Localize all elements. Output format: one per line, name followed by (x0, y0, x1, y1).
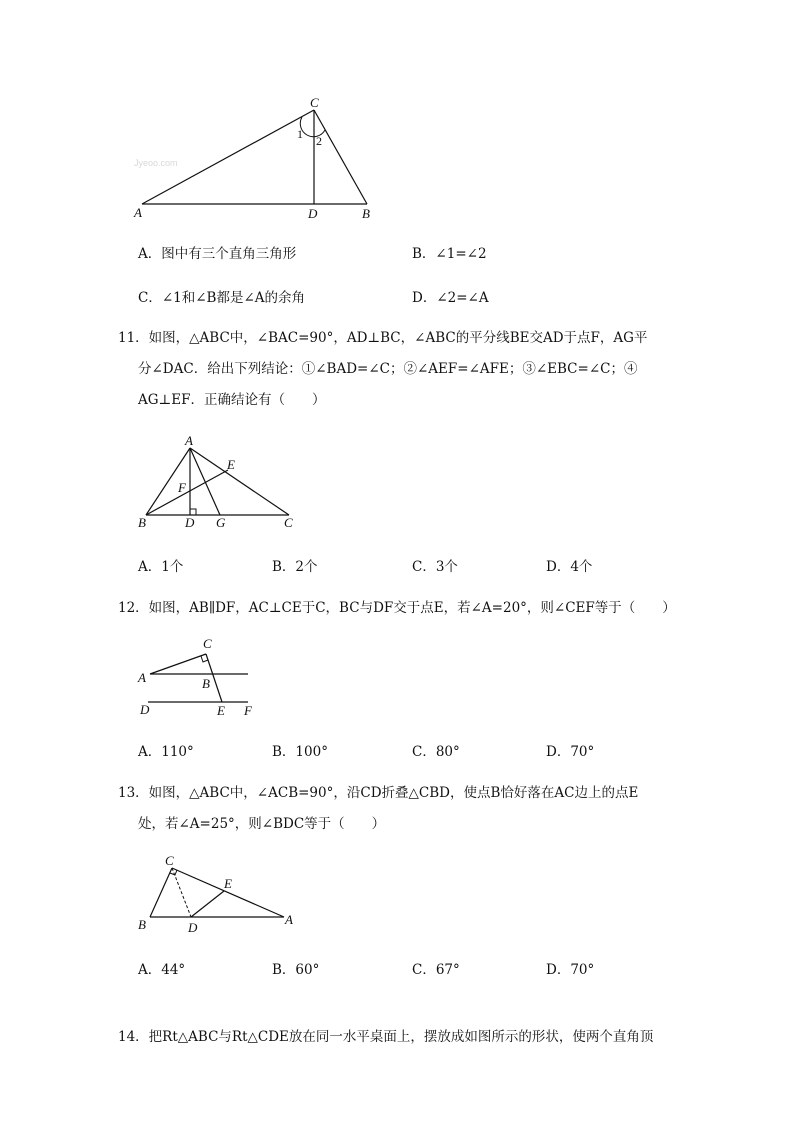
point-b: B (138, 917, 146, 932)
q11-text (118, 323, 678, 416)
point-f: F (178, 480, 186, 495)
q10-diagram (130, 92, 390, 224)
q13-line-2: 处，若∠A=25°，则∠BDC等于（ ） (138, 816, 386, 832)
q12-line-1: 12．如图，AB∥DF，AC⊥CE于C，BC与DF交于点E，若∠A=20°，则∠CEF等于（ ） (118, 600, 676, 616)
segment-ac (150, 654, 206, 674)
point-d: D (308, 206, 318, 221)
point-b: B (138, 515, 146, 530)
point-d: D (188, 920, 198, 935)
point-g: G (216, 515, 226, 530)
point-a: A (134, 205, 142, 220)
q12-option-b[interactable]: B．100° (272, 744, 328, 760)
point-c: C (165, 853, 174, 868)
segment-cb (314, 110, 367, 204)
q13-option-c[interactable]: C．67° (412, 962, 460, 978)
q11-option-c[interactable]: C．3个 (412, 559, 458, 575)
segment-be (146, 470, 228, 515)
q11-line-2: 分∠DAC．给出下列结论：①∠BAD=∠C；②∠AEF=∠AFE；③∠EBC=∠C；④ (138, 361, 638, 377)
q14-text (118, 1022, 678, 1053)
q10-option-b[interactable]: B．∠1=∠2 (412, 246, 487, 262)
segment-ac (142, 110, 314, 204)
q13-option-a[interactable]: A．44° (138, 962, 186, 978)
q11-figure (134, 432, 314, 532)
q11-line-1: 11．如图，△ABC中，∠BAC=90°，AD⊥BC，∠ABC的平分线BE交AD于点F，AG平 (118, 330, 648, 346)
point-c: C (310, 95, 319, 110)
point-e: E (217, 703, 225, 718)
q11-option-b[interactable]: B．2个 (272, 559, 318, 575)
point-b: B (202, 676, 210, 691)
q13-option-d[interactable]: D．70° (546, 962, 595, 978)
q12-diagram (134, 632, 264, 722)
q12-option-d[interactable]: D．70° (546, 744, 595, 760)
q13-line-1: 13．如图，△ABC中，∠ACB=90°，沿CD折叠△CBD，使点B恰好落在AC边上的点E (118, 785, 639, 801)
q10-option-d[interactable]: D．∠2=∠A (412, 290, 489, 306)
point-e: E (224, 876, 232, 891)
q12-figure (134, 632, 264, 722)
q13-option-b[interactable]: B．60° (272, 962, 320, 978)
q13-figure (134, 852, 304, 936)
point-a: A (138, 670, 146, 685)
q11-option-d[interactable]: D．4个 (546, 559, 593, 575)
point-a: A (185, 433, 193, 448)
q13-text (118, 778, 678, 840)
point-d: D (140, 702, 150, 717)
watermark: Jyeoo.com (134, 158, 178, 168)
point-a: A (285, 912, 293, 927)
q10-option-c[interactable]: C．∠1和∠B都是∠A的余角 (138, 290, 306, 306)
point-c: C (284, 515, 293, 530)
q13-diagram (134, 852, 304, 936)
segment-de (191, 891, 224, 917)
segment-bc (150, 868, 172, 917)
q11-line-3: AG⊥EF．正确结论有（ ） (138, 392, 326, 408)
q14-line-1: 14．把Rt△ABC与Rt△CDE放在同一水平桌面上，摆放成如图所示的形状，使两个直角顶 (118, 1029, 654, 1045)
angle-label-1: 1 (297, 127, 303, 141)
q11-diagram (134, 432, 314, 532)
q11-option-a[interactable]: A．1个 (138, 559, 184, 575)
q12-option-c[interactable]: C．80° (412, 744, 460, 760)
q10-option-a[interactable]: A．图中有三个直角三角形 (138, 246, 297, 262)
q12-text (118, 593, 678, 624)
q10-figure (130, 92, 390, 224)
point-d: D (185, 515, 195, 530)
point-e: E (227, 457, 235, 472)
point-f: F (244, 703, 252, 718)
point-c: C (203, 636, 212, 651)
point-b: B (362, 206, 370, 221)
angle-label-2: 2 (316, 134, 322, 148)
q12-option-a[interactable]: A．110° (138, 744, 194, 760)
